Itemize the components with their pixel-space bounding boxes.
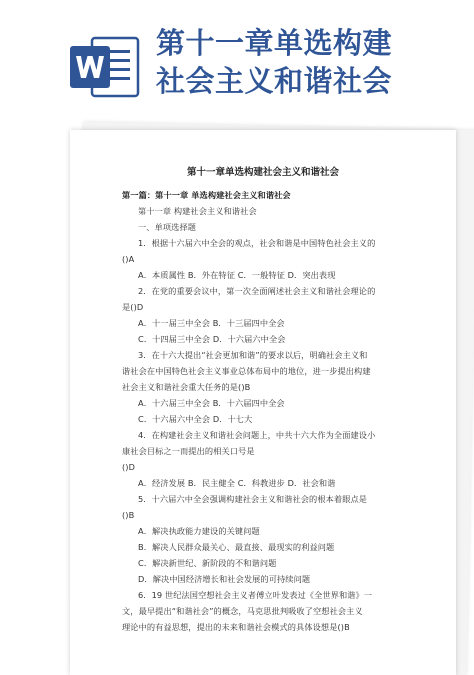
option-line: C．十六届六中全会 D．十七大	[138, 414, 253, 424]
question-line: 康社会目标之一而提出的相关口号是	[122, 446, 255, 456]
banner-title-line-2: 社会主义和谐社会	[156, 64, 393, 98]
question-line: 文，最早提出“和谐社会”的概念，马克思批判吸收了空想社会主义	[122, 606, 363, 616]
option-line: B．解决人民群众最关心、最直接、最现实的利益问题	[138, 542, 335, 552]
option-line: A．经济发展 B．民主健全 C．科教进步 D．社会和谐	[138, 478, 336, 488]
question-line: 谐社会在中国特色社会主义事业总体布局中的地位，进一步提出构建	[122, 366, 371, 376]
answer-line: ()A	[122, 254, 135, 264]
option-line: A．解决执政能力建设的关键问题	[138, 526, 260, 536]
banner-title	[156, 24, 466, 100]
option-line: A．本质属性 B．外在特征 C．一般特征 D．突出表现	[138, 270, 336, 280]
document-page	[70, 130, 456, 675]
option-line: D．解决中国经济增长和社会发展的可持续问题	[138, 574, 311, 584]
banner-header	[0, 0, 474, 118]
option-line: C．解决新世纪、新阶段的不和谐问题	[138, 558, 277, 568]
question-line: 2．在党的重要会议中，第一次全面阐述社会主义和谐社会理论的	[138, 286, 376, 296]
answer-line: ()D	[122, 462, 135, 472]
subsection-heading: 一、单项选择题	[138, 222, 197, 232]
answer-line: 理论中的有益思想，提出的未来和谐社会模式的具体设想是()B	[122, 622, 350, 632]
question-line: 1．根据十六届六中全会的观点，社会和谐是中国特色社会主义的	[138, 238, 376, 248]
option-line: A．十六届三中全会 B．十六届四中全会	[138, 398, 285, 408]
question-line: 5．十六届六中全会强调构建社会主义和谐社会的根本着眼点是	[138, 494, 368, 504]
chapter-heading: 第十一章 构建社会主义和谐社会	[138, 206, 257, 216]
question-line: 6．19 世纪法国空想社会主义者傅立叶发表过《全世界和谐》一	[138, 590, 373, 600]
question-line: 3．在十六大提出“社会更加和谐”的要求以后，明确社会主义和	[138, 350, 368, 360]
option-line: C．十四届三中全会 D．十六届六中全会	[138, 334, 286, 344]
answer-line: ()B	[122, 510, 135, 520]
document-title: 第十一章单选构建社会主义和谐社会	[186, 167, 339, 178]
section-heading: 第一篇：第十一章 单选构建社会主义和谐社会	[122, 190, 291, 200]
word-document-icon	[70, 34, 142, 100]
question-line: 4．在构建社会主义和谐社会问题上，中共十六大作为全面建设小	[138, 430, 376, 440]
option-line: A．十一届三中全会 B．十三届四中全会	[138, 318, 285, 328]
banner-title-line-1: 第十一章单选构建	[156, 26, 393, 60]
answer-line: 社会主义和谐社会重大任务的是()B	[122, 382, 251, 392]
answer-line: 是()D	[122, 302, 144, 312]
